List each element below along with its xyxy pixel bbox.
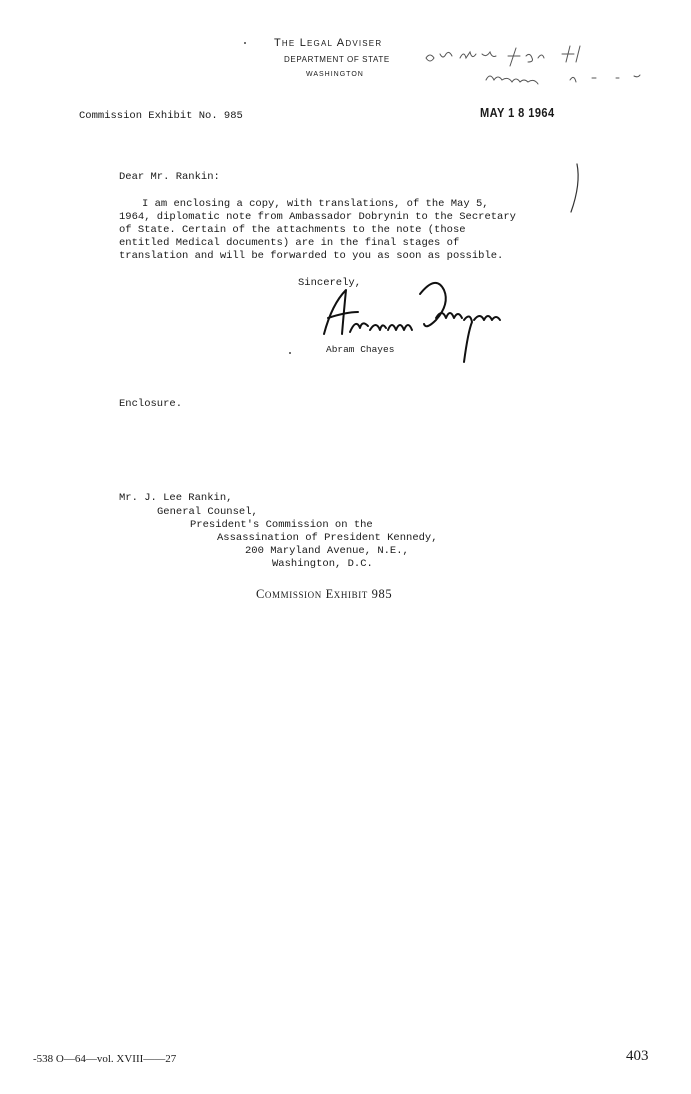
address-line: General Counsel, [157, 506, 258, 518]
body-line: of State. Certain of the attachments to the note (those [119, 224, 466, 236]
body-line: entitled Medical documents) are in the final stages of [119, 237, 460, 249]
date-stamp: MAY 1 8 1964 [480, 105, 555, 120]
letterhead-department: DEPARTMENT OF STATE [284, 55, 390, 64]
enclosure-note: Enclosure. [119, 398, 183, 410]
letterhead-city: WASHINGTON [306, 71, 364, 78]
signer-name: Abram Chayes [326, 344, 395, 355]
stray-mark [244, 42, 246, 44]
salutation: Dear Mr. Rankin: [119, 171, 220, 183]
body-line: translation and will be forwarded to you as soon as possible. [119, 250, 504, 262]
address-line: Washington, D.C. [272, 558, 373, 570]
address-line: President's Commission on the [190, 519, 373, 531]
address-line: Mr. J. Lee Rankin, [119, 492, 233, 504]
closing: Sincerely, [298, 277, 362, 289]
body-line: I am enclosing a copy, with translations, of the May 5, [142, 198, 489, 210]
address-line: 200 Maryland Avenue, N.E., [245, 545, 409, 557]
handwritten-annotation [420, 40, 660, 90]
footer-code: -538 O—64—vol. XVIII——27 [33, 1053, 177, 1065]
stray-mark [289, 352, 291, 354]
address-line: Assassination of President Kennedy, [217, 532, 438, 544]
margin-pen-mark [565, 160, 585, 220]
exhibit-caption: Commission Exhibit 985 [256, 587, 393, 601]
body-line: 1964, diplomatic note from Ambassador Dobrynin to the Secretary [119, 211, 516, 223]
page-number: 403 [626, 1048, 649, 1064]
letterhead-title: The Legal Adviser [274, 37, 383, 49]
exhibit-label: Commission Exhibit No. 985 [79, 110, 243, 122]
